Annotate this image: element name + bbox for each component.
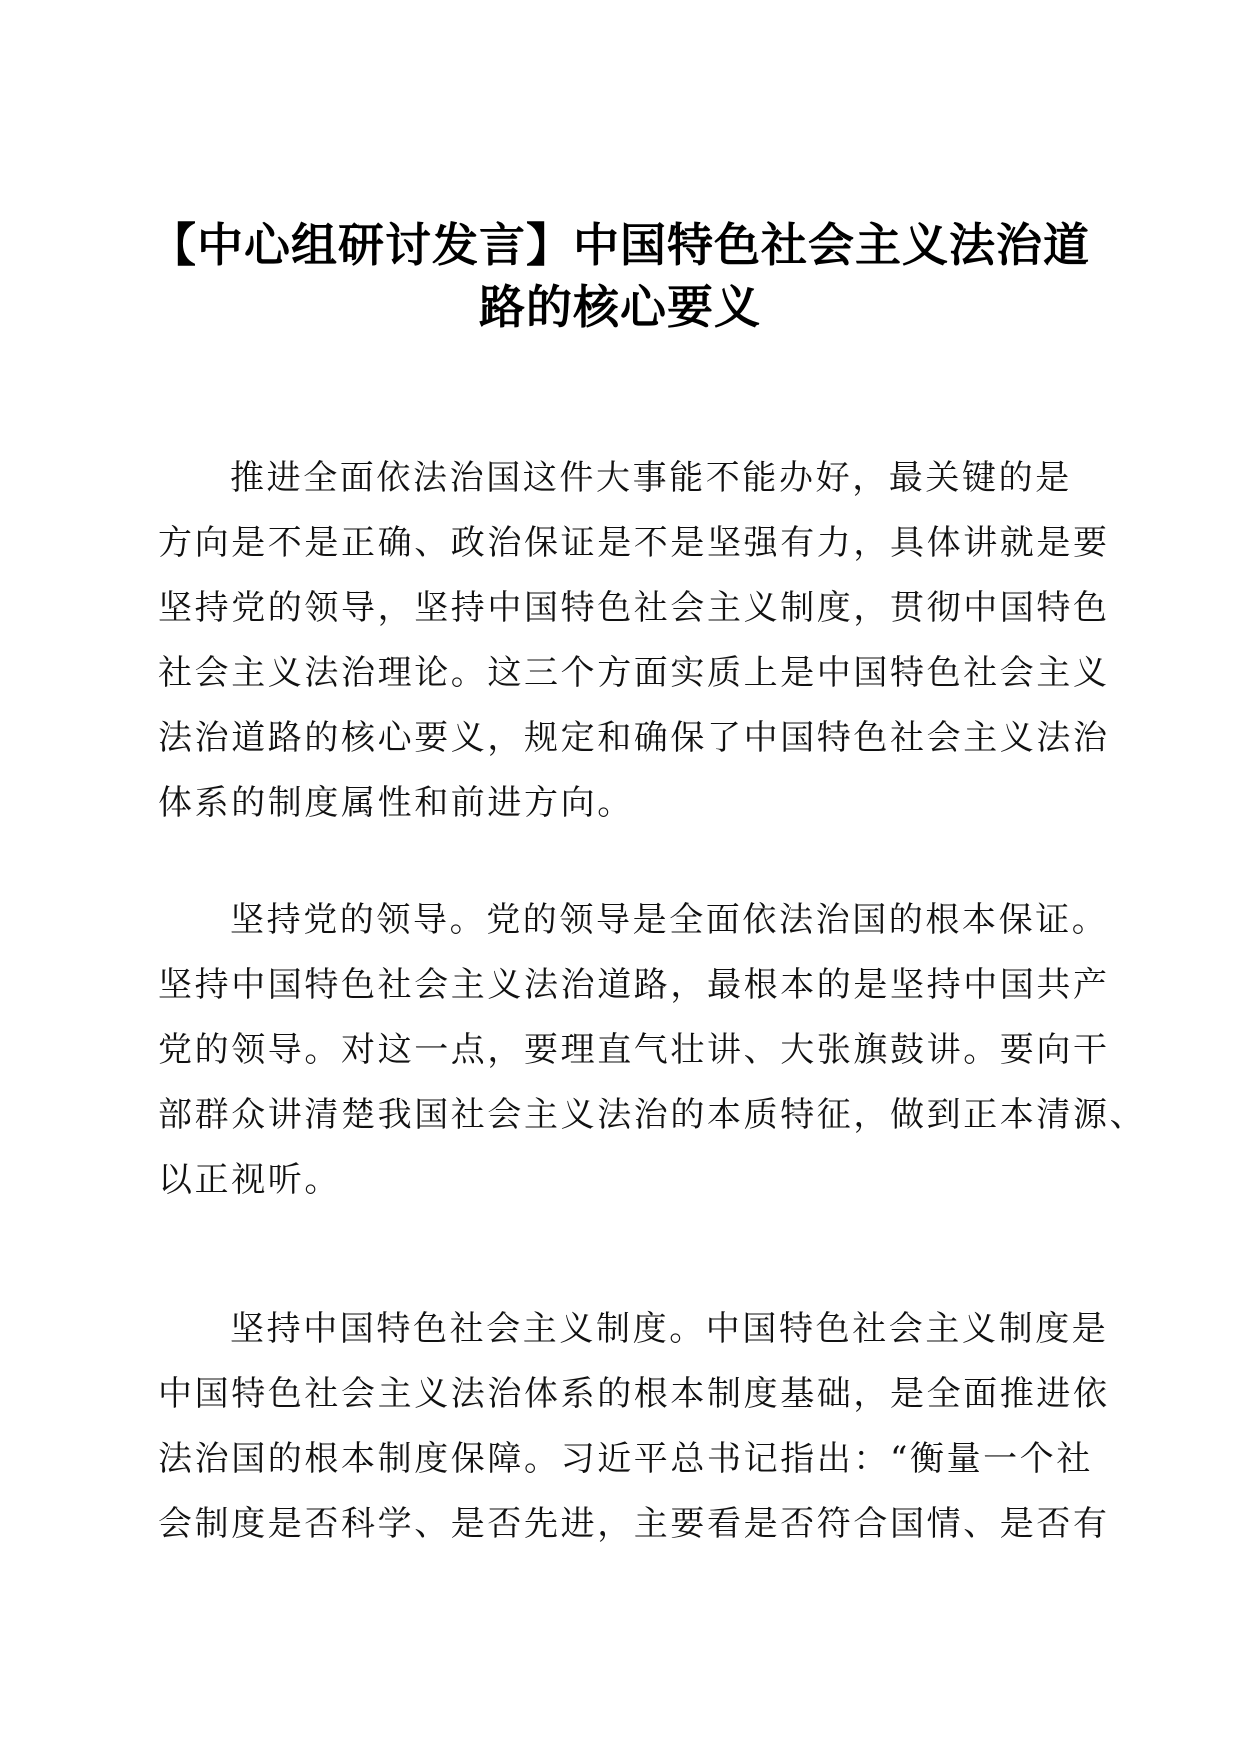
paragraph-line: 以正视听。	[158, 1160, 341, 1200]
paragraph-line: 部群众讲清楚我国社会主义法治的本质特征，做到正本清源、	[158, 1095, 1147, 1135]
paragraph-line: 坚持中国特色社会主义制度。中国特色社会主义制度是	[230, 1309, 1109, 1349]
paragraph-line: 推进全面依法治国这件大事能不能办好，最关键的是	[230, 458, 1072, 498]
document-title	[150, 214, 1090, 338]
paragraph-line: 坚持党的领导。党的领导是全面依法治国的根本保证。	[230, 900, 1109, 940]
paragraph-line: 坚持中国特色社会主义法治道路，最根本的是坚持中国共产	[158, 965, 1110, 1005]
paragraph-line: 中国特色社会主义法治体系的根本制度基础，是全面推进依	[158, 1374, 1110, 1414]
paragraph-line: 体系的制度属性和前进方向。	[158, 783, 634, 823]
paragraph-line: 法治国的根本制度保障。习近平总书记指出：“衡量一个社	[158, 1439, 1093, 1479]
title-line: 路的核心要义	[479, 280, 761, 334]
paragraph-line: 坚持党的领导，坚持中国特色社会主义制度，贯彻中国特色	[158, 588, 1110, 628]
paragraph-line: 党的领导。对这一点，要理直气壮讲、大张旗鼓讲。要向干	[158, 1030, 1110, 1070]
paragraph-line: 社会主义法治理论。这三个方面实质上是中国特色社会主义	[158, 653, 1110, 693]
paragraph-line: 法治道路的核心要义，规定和确保了中国特色社会主义法治	[158, 718, 1110, 758]
paragraph-line: 方向是不是正确、政治保证是不是坚强有力，具体讲就是要	[158, 523, 1110, 563]
paragraph-3	[158, 1297, 1110, 1557]
paragraph-1	[158, 446, 1110, 836]
paragraph-line: 会制度是否科学、是否先进，主要看是否符合国情、是否有	[158, 1504, 1110, 1544]
paragraph-2	[158, 888, 1147, 1213]
title-line: 【中心组研讨发言】中国特色社会主义法治道	[150, 218, 1090, 272]
